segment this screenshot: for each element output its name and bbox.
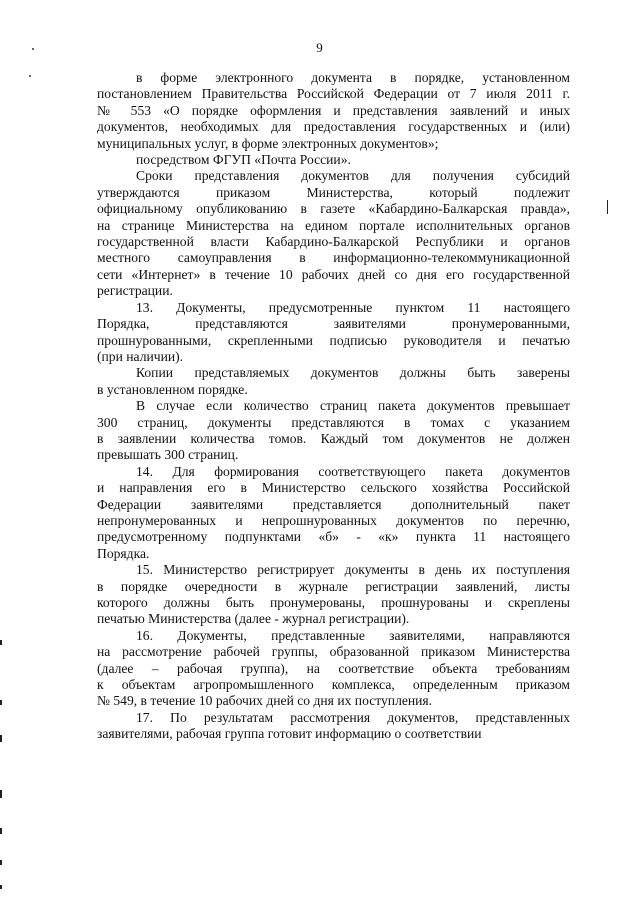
text-line: которого должны быть пронумерованы, прошнурованы и скреплены — [97, 595, 570, 610]
text-line: посредством ФГУП «Почта России». — [136, 152, 351, 168]
scan-edge-mark — [0, 735, 2, 742]
text-line: к объектам агропромышленного комплекса, определенным приказом — [97, 677, 570, 693]
text-line: В случае если количество страниц пакета документов превышает — [136, 398, 570, 414]
document-body — [97, 70, 570, 743]
text-line: Порядка. — [97, 545, 150, 561]
paragraph — [97, 300, 570, 366]
text-line: заявителями, рабочая группа готовит информацию о соответствии — [97, 726, 482, 742]
text-line: постановлением Правительства Российской Федерации от 7 июля 2011 г. — [97, 86, 570, 102]
scan-edge-mark — [0, 885, 2, 889]
page-number: 9 — [316, 40, 323, 55]
text-line: в заявлении количества томов. Каждый том документов не должен — [97, 430, 570, 446]
paragraph — [97, 464, 570, 562]
text-line: документов, необходимых для предоставления государственных и (или) — [97, 119, 570, 135]
text-line: № 553 «О порядке оформления и представления заявлений и иных — [97, 102, 570, 118]
text-line: (далее – рабочая группа), на соответствие объекта требованиям — [97, 660, 570, 676]
text-line: официальному опубликованию в газете «Кабардино-Балкарская правда», — [97, 201, 570, 217]
paragraph — [97, 365, 570, 398]
text-line: сети «Интернет» в течение 10 рабочих дней со дня его государственной — [97, 266, 570, 282]
text-line: 16. Документы, представленные заявителями, направляются — [136, 627, 570, 643]
paragraph — [97, 70, 570, 152]
text-line: предусмотренному подпунктами «б» - «к» пункта 11 настоящего — [97, 529, 570, 545]
text-line: государственной власти Кабардино-Балкарской Республики и органов — [97, 234, 570, 250]
scan-edge-mark — [0, 790, 2, 798]
text-line: прошнурованными, скрепленными подписью руководителя и печатью — [97, 332, 570, 348]
text-line: № 549, в течение 10 рабочих дней со дня их поступления. — [97, 693, 433, 709]
text-line: регистрации. — [97, 283, 173, 299]
scan-speck — [29, 75, 31, 77]
paragraph — [97, 152, 570, 168]
text-line: непронумерованных и непрошнурованных документов по перечню, — [97, 512, 570, 528]
paragraph — [97, 168, 570, 299]
text-line: 14. Для формирования соответствующего пакета документов — [136, 463, 570, 479]
text-line: 17. По результатам рассмотрения документов, представленных — [136, 709, 570, 725]
paragraph — [97, 710, 570, 743]
scan-edge-mark — [0, 860, 2, 865]
scan-speck — [32, 48, 34, 50]
text-line: печатью Министерства (далее - журнал регистрации). — [97, 611, 410, 627]
scan-edge-mark — [0, 700, 2, 705]
text-line: Порядка, представляются заявителями пронумерованными, — [97, 316, 570, 332]
text-line: муниципальных услуг, в форме электронных документов»; — [97, 135, 439, 151]
text-line: в установленном порядке. — [97, 381, 248, 397]
scan-mark — [607, 200, 608, 214]
text-line: и направления его в Министерство сельского хозяйства Российской — [97, 480, 570, 496]
text-line: на рассмотрение рабочей группы, образованной приказом Министерства — [97, 644, 570, 660]
text-line: превышать 300 страниц. — [97, 447, 239, 463]
paragraph — [97, 628, 570, 710]
text-line: на странице Министерства на едином портале исполнительных органов — [97, 217, 570, 233]
text-line: 15. Министерство регистрирует документы в день их поступления — [136, 562, 570, 578]
text-line: в форме электронного документа в порядке, установленном — [136, 70, 570, 85]
text-line: Копии представляемых документов должны быть заверены — [136, 365, 570, 381]
text-line: 13. Документы, предусмотренные пунктом 11 настоящего — [136, 299, 570, 315]
text-line: в порядке очередности в журнале регистрации заявлений, листы — [97, 578, 570, 594]
text-line: 300 страниц, документы представляются в томах с указанием — [97, 414, 570, 430]
text-line: (при наличии). — [97, 348, 184, 364]
text-line: Федерации заявителями представляется дополнительный пакет — [97, 496, 570, 512]
paragraph — [97, 562, 570, 628]
scan-edge-mark — [0, 828, 2, 834]
text-line: утверждаются приказом Министерства, который подлежит — [97, 184, 570, 200]
paragraph — [97, 398, 570, 464]
scan-edge-mark — [0, 640, 2, 645]
text-line: Сроки представления документов для получения субсидий — [136, 168, 570, 184]
text-line: местного самоуправления в информационно-телекоммуникационной — [97, 250, 570, 266]
